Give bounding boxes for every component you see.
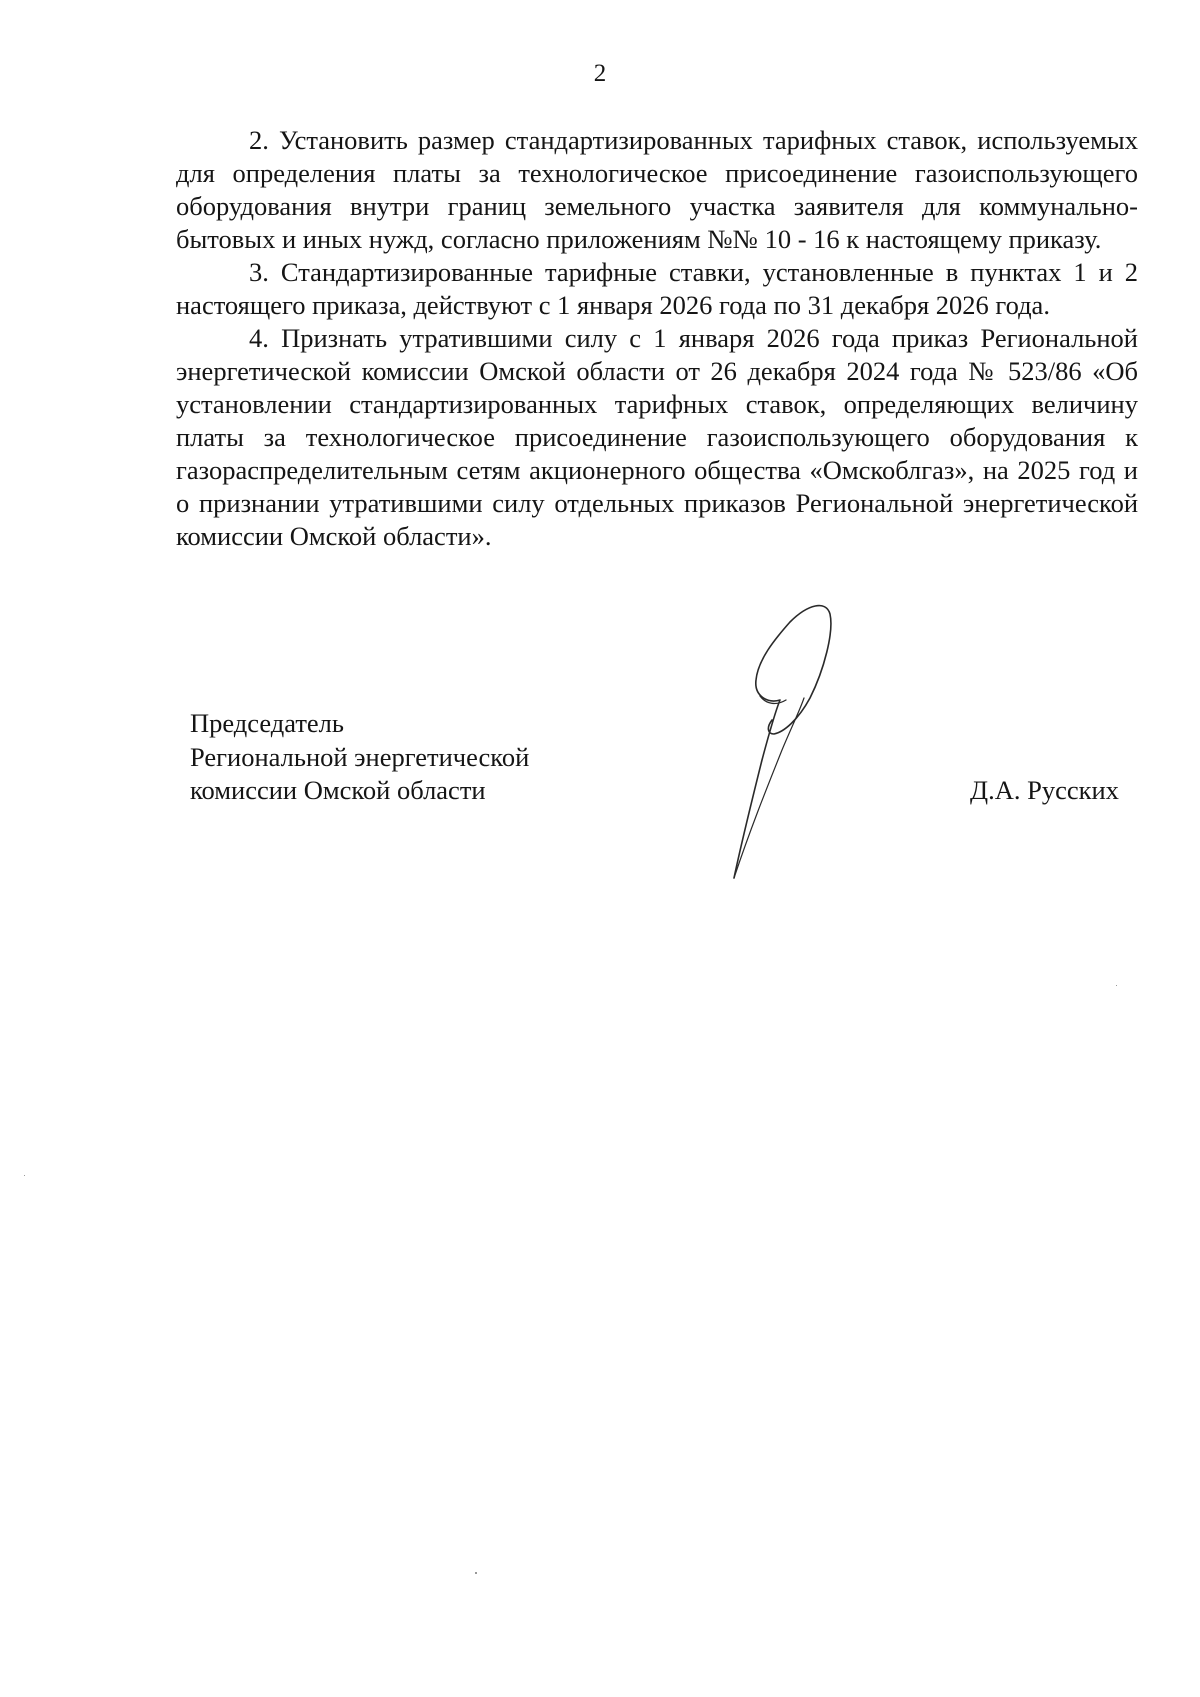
scan-speck (24, 1175, 25, 1176)
scan-speck (475, 1572, 477, 1574)
position-line: Региональной энергетической (190, 741, 530, 772)
paragraph-item-2: 2. Установить размер стандартизированных тарифных ставок, используемых для определения платы за технологическое присоединение газоиспользующего оборудования внутри границ земельного участка заявителя для коммунально-бытовых и иных нужд, согласно приложениям №№ 10 - 16 к настоящему приказу. (176, 125, 1138, 254)
signatory-position (190, 707, 529, 808)
position-line: Председатель (190, 708, 344, 738)
signer-name: Д.А. Русских (970, 775, 1119, 805)
handwritten-signature (730, 600, 870, 880)
paragraph-item-3: 3. Стандартизированные тарифные ставки, установленные в пунктах 1 и 2 настоящего приказа, действуют с 1 января 2026 года по 31 декабря 2026 года. (176, 257, 1138, 320)
document-body (176, 124, 1138, 553)
position-line: комиссии Омской области (190, 775, 486, 805)
page-number: 2 (593, 60, 607, 87)
paragraph-item-4: 4. Признать утратившими силу с 1 января 2026 года приказ Региональной энергетической комиссии Омской области от 26 декабря 2024 года № 523/86 «Об установлении стандартизированных тарифных ставок, определяющих величину платы за технологическое присоединение газоиспользующего оборудования к газораспределительным сетям акционерного общества «Омскоблгаз», на 2025 год и о признании утратившими силу отдельных приказов Региональной энергетической комиссии Омской области». (176, 323, 1138, 551)
scan-speck (1116, 985, 1117, 986)
